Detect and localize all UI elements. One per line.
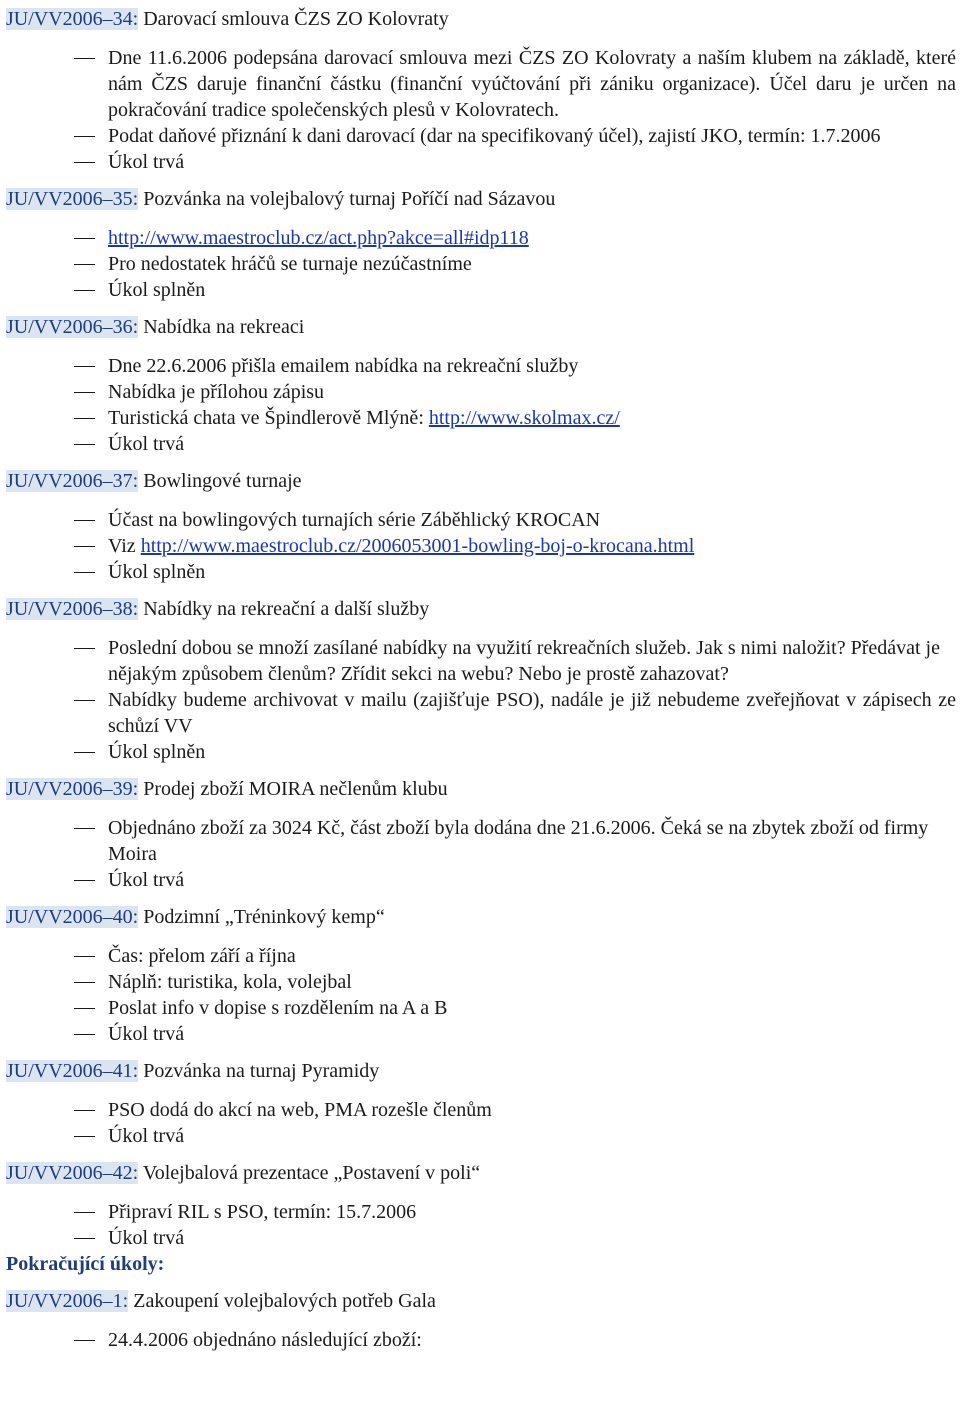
list-item: Pro nedostatek hráčů se turnaje nezúčastníme [6, 251, 956, 277]
list-item: Úkol trvá [6, 431, 956, 457]
list-item: Objednáno zboží za 3024 Kč, část zboží byla dodána dne 21.6.2006. Čeká se na zbytek zboží od firmy Moira [6, 815, 956, 867]
section-41 [6, 1058, 956, 1149]
list-item [6, 533, 956, 559]
list-item: Úkol splněn [6, 739, 956, 765]
list-item: PSO dodá do akcí na web, PMA rozešle členům [6, 1097, 956, 1123]
list-item: 24.4.2006 objednáno následující zboží: [6, 1327, 956, 1353]
list-item: Nabídky budeme archivovat v mailu (zajišťuje PSO), nadále je již nebudeme zveřejňovat v zápisech ze schůzí VV [6, 687, 956, 739]
skolmax-link[interactable]: http://www.skolmax.cz/ [428, 407, 620, 429]
section-code: JU/VV2006–40: [6, 906, 139, 928]
bullet-list [6, 943, 956, 1047]
section-code: JU/VV2006–41: [6, 1060, 139, 1082]
section-36 [6, 314, 956, 457]
list-item-text: Turistická chata ve Špindlerově Mlýně: [108, 407, 429, 429]
section-code: JU/VV2006–37: [6, 470, 139, 492]
section-heading [6, 904, 956, 930]
list-item: Úkol splněn [6, 277, 956, 303]
list-item: Úkol trvá [6, 1021, 956, 1047]
section-code: JU/VV2006–38: [6, 598, 139, 620]
list-item: Dne 22.6.2006 přišla emailem nabídka na rekreační služby [6, 353, 956, 379]
list-item: Úkol splněn [6, 559, 956, 585]
section-title: Nabídka na rekreaci [138, 316, 305, 338]
section-heading [6, 6, 956, 32]
section-title: Pozvánka na volejbalový turnaj Poříčí nad Sázavou [138, 188, 556, 210]
section-heading [6, 1288, 956, 1314]
list-item: Poslat info v dopise s rozdělením na A a B [6, 995, 956, 1021]
list-item: Připraví RIL s PSO, termín: 15.7.2006 [6, 1199, 956, 1225]
section-40 [6, 904, 956, 1047]
section-heading [6, 468, 956, 494]
list-item: Účast na bowlingových turnajích série Záběhlický KROCAN [6, 507, 956, 533]
bullet-list [6, 353, 956, 457]
list-item: Úkol trvá [6, 867, 956, 893]
list-item: Úkol trvá [6, 1123, 956, 1149]
maestroclub-act-link[interactable]: http://www.maestroclub.cz/act.php?akce=all#idp118 [108, 227, 529, 249]
section-code: JU/VV2006–39: [6, 778, 139, 800]
section-heading [6, 596, 956, 622]
section-title: Nabídky na rekreační a další služby [138, 598, 430, 620]
list-item-text: Viz [108, 535, 141, 557]
list-item: Náplň: turistika, kola, volejbal [6, 969, 956, 995]
list-item: Úkol trvá [6, 149, 956, 175]
bullet-list [6, 1097, 956, 1149]
section-title: Bowlingové turnaje [138, 470, 302, 492]
bullet-list [6, 1327, 956, 1353]
list-item: Podat daňové přiznání k dani darovací (dar na specifikovaný účel), zajistí JKO, termín: 1.7.2006 [6, 123, 956, 149]
section-code: JU/VV2006–34: [6, 8, 139, 30]
list-item: Dne 11.6.2006 podepsána darovací smlouva mezi ČZS ZO Kolovraty a naším klubem na základě, které nám ČZS daruje finanční částku (finanční vyúčtování při zániku organizace). Účel daru je určen na pokračování tradice společenských plesů v Kolovratech. [6, 45, 956, 123]
section-title: Prodej zboží MOIRA nečlenům klubu [138, 778, 448, 800]
list-item: Poslední dobou se množí zasílané nabídky na využití rekreačních služeb. Jak s nimi naložit? Předávat je nějakým způsobem členům? Zřídit sekci na webu? Nebo je prostě zahazovat? [6, 635, 956, 687]
section-title: Podzimní „Tréninkový kemp“ [138, 906, 385, 928]
section-code: JU/VV2006–36: [6, 316, 139, 338]
list-item: Nabídka je přílohou zápisu [6, 379, 956, 405]
section-heading [6, 186, 956, 212]
list-item [6, 405, 956, 431]
list-item: Čas: přelom září a října [6, 943, 956, 969]
bowling-link[interactable]: http://www.maestroclub.cz/2006053001-bowling-boj-o-krocana.html [140, 535, 695, 557]
bullet-list [6, 635, 956, 765]
section-code: JU/VV2006–42: [6, 1162, 139, 1184]
document-page [6, 6, 956, 1353]
bullet-list [6, 507, 956, 585]
bullet-list [6, 225, 956, 303]
section-42 [6, 1160, 956, 1251]
section-continuing-1 [6, 1288, 956, 1353]
section-heading [6, 1058, 956, 1084]
continuing-tasks-heading: Pokračující úkoly: [6, 1253, 165, 1275]
bullet-list [6, 1199, 956, 1251]
bullet-list [6, 815, 956, 893]
list-item: Úkol trvá [6, 1225, 956, 1251]
list-item [6, 225, 956, 251]
section-code: JU/VV2006–35: [6, 188, 139, 210]
section-39 [6, 776, 956, 893]
section-34 [6, 6, 956, 175]
section-heading [6, 314, 956, 340]
bullet-list [6, 45, 956, 175]
section-38 [6, 596, 956, 765]
section-title: Zakoupení volejbalových potřeb Gala [128, 1290, 436, 1312]
section-title: Pozvánka na turnaj Pyramidy [138, 1060, 380, 1082]
section-title: Volejbalová prezentace „Postavení v poli“ [138, 1162, 481, 1184]
section-heading [6, 1160, 956, 1186]
section-code: JU/VV2006–1: [6, 1290, 129, 1312]
section-title: Darovací smlouva ČZS ZO Kolovraty [138, 8, 449, 30]
section-heading [6, 776, 956, 802]
section-35 [6, 186, 956, 303]
section-37 [6, 468, 956, 585]
